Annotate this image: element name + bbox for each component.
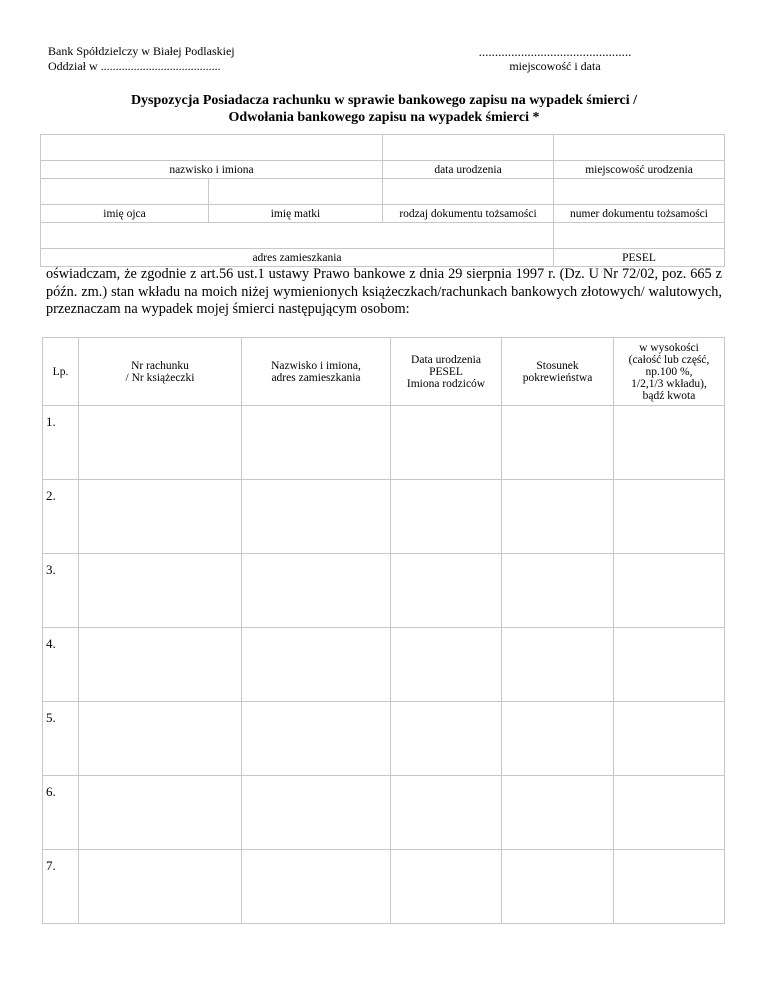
place-date-label: miejscowość i data	[509, 59, 601, 73]
name-address-cell[interactable]	[242, 776, 391, 850]
amount-cell[interactable]	[614, 702, 725, 776]
relation-cell[interactable]	[502, 702, 614, 776]
id-type-label: rodzaj dokumentu tożsamości	[383, 205, 554, 223]
id-number-label: numer dokumentu tożsamości	[554, 205, 725, 223]
birth-place-field[interactable]	[554, 135, 725, 161]
row-number: 4.	[43, 628, 79, 702]
birth-date-field[interactable]	[383, 135, 554, 161]
mother-name-label: imię matki	[209, 205, 383, 223]
title-line-1: Dyspozycja Posiadacza rachunku w sprawie bankowego zapisu na wypadek śmierci /	[130, 93, 638, 108]
name-address-cell[interactable]	[242, 850, 391, 924]
birth-cell[interactable]	[391, 628, 502, 702]
title-line-2: Odwołania bankowego zapisu na wypadek śmierci *	[228, 110, 540, 125]
relation-cell[interactable]	[502, 776, 614, 850]
col-lp-header: Lp.	[43, 338, 79, 406]
pesel-label: PESEL	[554, 249, 725, 267]
account-cell[interactable]	[79, 554, 242, 628]
birth-cell[interactable]	[391, 702, 502, 776]
amount-cell[interactable]	[614, 628, 725, 702]
name-field[interactable]	[41, 135, 383, 161]
table-row	[43, 628, 725, 702]
row-number: 5.	[43, 702, 79, 776]
account-cell[interactable]	[79, 628, 242, 702]
father-name-field[interactable]	[41, 179, 209, 205]
table-row	[43, 554, 725, 628]
name-address-cell[interactable]	[242, 702, 391, 776]
amount-cell[interactable]	[614, 554, 725, 628]
col-name-address-header: Nazwisko i imiona, adres zamieszkania	[242, 338, 391, 406]
row-number: 1.	[43, 406, 79, 480]
row-number: 2.	[43, 480, 79, 554]
heirs-table	[42, 337, 725, 924]
document-title	[40, 92, 728, 126]
bank-header	[48, 44, 235, 74]
name-address-cell[interactable]	[242, 406, 391, 480]
row-number: 3.	[43, 554, 79, 628]
place-date-field[interactable]: ...............................................	[478, 44, 632, 59]
address-field[interactable]	[41, 223, 554, 249]
personal-data-table	[40, 134, 725, 267]
bank-name: Bank Spółdzielczy w Białej Podlaskiej	[48, 44, 235, 58]
account-cell[interactable]	[79, 776, 242, 850]
account-cell[interactable]	[79, 850, 242, 924]
pesel-field[interactable]	[554, 223, 725, 249]
row-number: 7.	[43, 850, 79, 924]
col-relation-header: Stosunek pokrewieństwa	[502, 338, 614, 406]
birth-cell[interactable]	[391, 850, 502, 924]
amount-cell[interactable]	[614, 480, 725, 554]
col-account-header: Nr rachunku / Nr książeczki	[79, 338, 242, 406]
account-cell[interactable]	[79, 702, 242, 776]
birth-cell[interactable]	[391, 554, 502, 628]
branch-line: Oddział w ........................................	[48, 59, 221, 73]
table-row	[43, 702, 725, 776]
mother-name-field[interactable]	[209, 179, 383, 205]
amount-cell[interactable]	[614, 776, 725, 850]
birth-date-label: data urodzenia	[383, 161, 554, 179]
relation-cell[interactable]	[502, 628, 614, 702]
birth-cell[interactable]	[391, 776, 502, 850]
table-row	[43, 406, 725, 480]
place-date-block	[455, 44, 655, 74]
statement-text: oświadczam, że zgodnie z art.56 ust.1 ustawy Prawo bankowe z dnia 29 sierpnia 1997 r. (Dz. U Nr 72/02, poz. 665 z późn. zm.) stan wkładu na moich niżej wymienionych książeczkach/rachunkach bankowych złotowych/ walutowych, przeznaczam na wypadek mojej śmierci następującym osobom:	[46, 266, 722, 317]
amount-cell[interactable]	[614, 406, 725, 480]
name-address-cell[interactable]	[242, 554, 391, 628]
id-number-field[interactable]	[554, 179, 725, 205]
col-birth-header: Data urodzenia PESEL Imiona rodziców	[391, 338, 502, 406]
row-number: 6.	[43, 776, 79, 850]
name-address-cell[interactable]	[242, 628, 391, 702]
relation-cell[interactable]	[502, 480, 614, 554]
father-name-label: imię ojca	[41, 205, 209, 223]
name-address-cell[interactable]	[242, 480, 391, 554]
relation-cell[interactable]	[502, 850, 614, 924]
birth-place-label: miejscowość urodzenia	[554, 161, 725, 179]
table-row	[43, 480, 725, 554]
relation-cell[interactable]	[502, 554, 614, 628]
name-label: nazwisko i imiona	[41, 161, 383, 179]
account-cell[interactable]	[79, 406, 242, 480]
account-cell[interactable]	[79, 480, 242, 554]
table-row	[43, 850, 725, 924]
col-amount-header: w wysokości (całość lub część, np.100 %, 1/2,1/3 wkładu), bądź kwota	[614, 338, 725, 406]
table-row	[43, 776, 725, 850]
address-label: adres zamieszkania	[41, 249, 554, 267]
amount-cell[interactable]	[614, 850, 725, 924]
birth-cell[interactable]	[391, 480, 502, 554]
relation-cell[interactable]	[502, 406, 614, 480]
birth-cell[interactable]	[391, 406, 502, 480]
id-type-field[interactable]	[383, 179, 554, 205]
